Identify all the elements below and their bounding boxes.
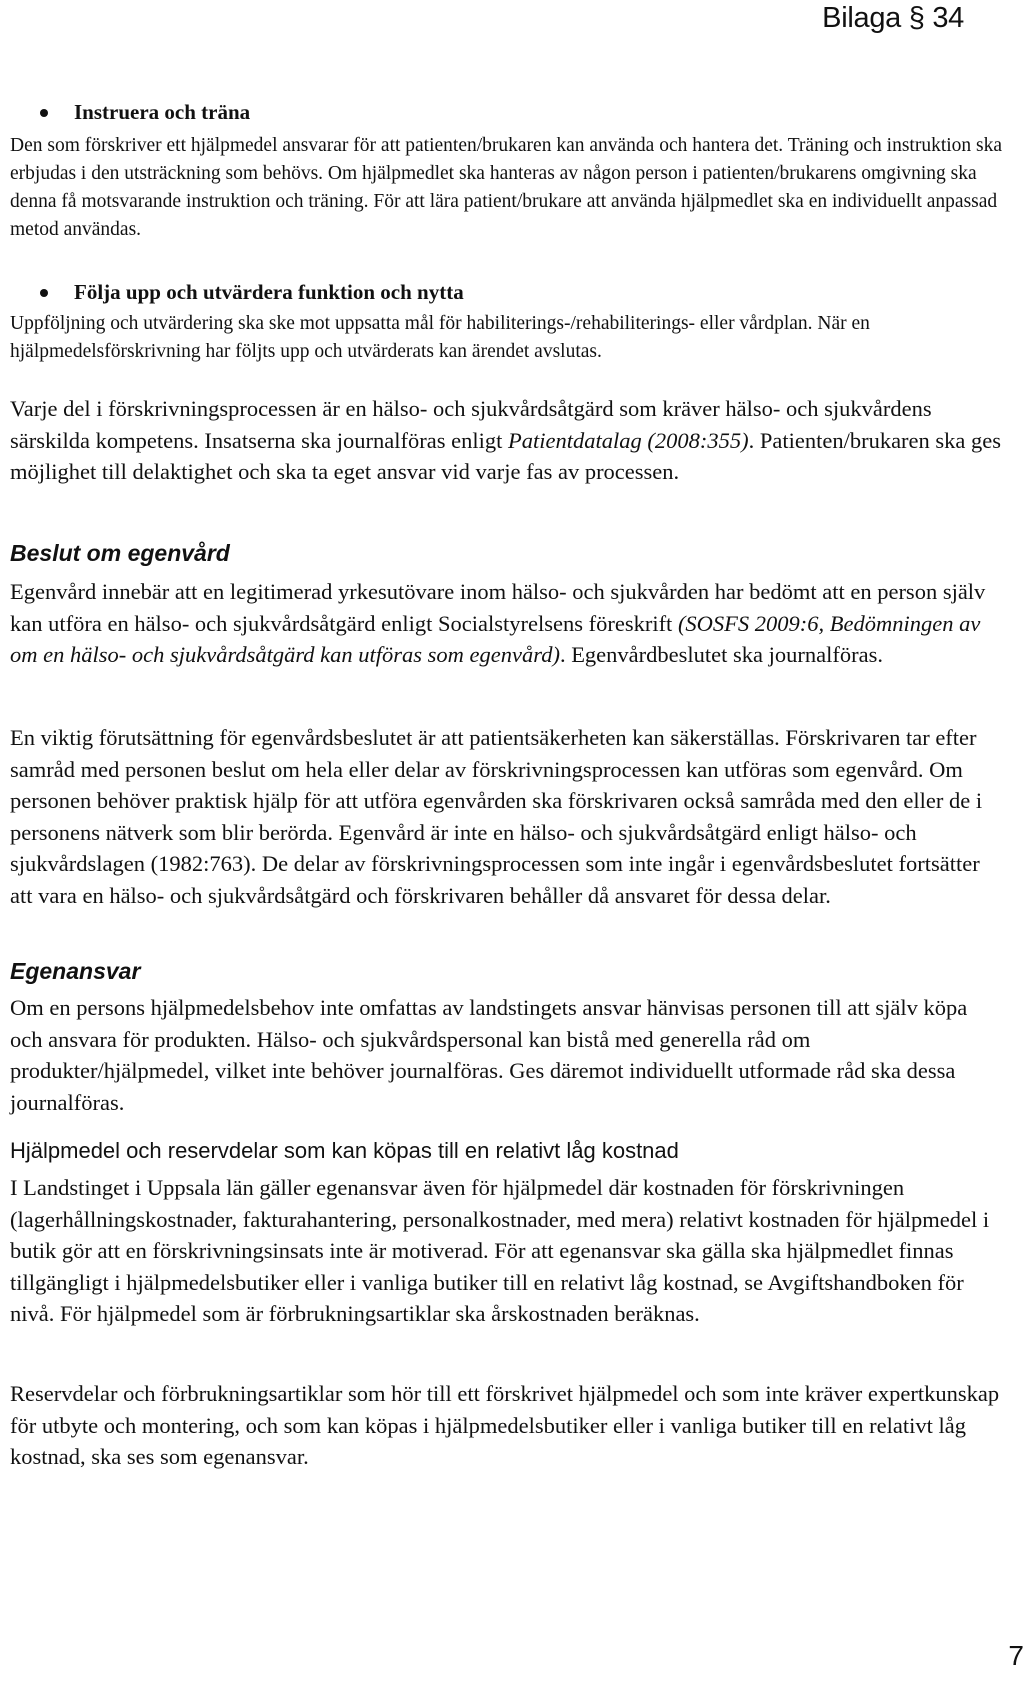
bullet-heading-text: Instruera och träna [74, 100, 251, 124]
page-number: 7 [1008, 1640, 1024, 1671]
bullet-text-folja-upp: Uppföljning och utvärdering ska ske mot uppsatta mål för habiliterings-/rehabiliterings- eller vårdplan. När en hjälpmedelsförskrivning har följts upp och utvärderats kan ärendet avslutas. [10, 313, 870, 362]
paragraph-egenansvar: Om en persons hjälpmedelsbehov inte omfattas av landstingets ansvar hänvisas personen till att själv köpa och ansvara för produkten. Hälso- och sjukvårdspersonal kan bistå med generella råd om produkter/hjälpmedel, vilket inte behöver journalföras. Ges däremot individuellt utformade råd ska dessa journalföras. [10, 995, 968, 1115]
bullet-icon [40, 289, 48, 297]
paragraph-hjalpmedel-2: Reservdelar och förbrukningsartiklar som hör till ett förskrivet hjälpmedel och som inte kräver expertkunskap för utbyte och montering, och som kan köpas i hjälpmedelsbutiker eller i vanliga butiker till en relativt låg kostnad, ska ses som egenansvar. [10, 1381, 1000, 1469]
section-title-egenansvar: Egenansvar [10, 958, 141, 984]
bullet-heading-instruera [40, 100, 250, 125]
page-label: Bilaga § 34 [822, 2, 964, 34]
bullet-text-instruera: Den som förskriver ett hjälpmedel ansvarar för att patienten/brukaren kan använda och hantera det. Träning och instruktion ska erbjudas i den utsträckning som behövs. Om hjälpmedlet ska hanteras av någon person i patienten/brukarens omgivning ska denna få motsvarande instruktion och träning. För att lära patient/brukare att använda hjälpmedlet ska en individuellt anpassad metod användas. [10, 135, 1003, 240]
paragraph-varje-del: Varje del i förskrivningsprocessen är en hälso- och sjukvårdsåtgärd som kräver hälso- och sjukvårdens särskilda kompetens. Insatserna ska journalföras enligt Patientdatalag (2008:355). Patienten/brukaren ska ges möjlighet till delaktighet och ska ta eget ansvar vid varje fas av processen. [10, 396, 1002, 484]
section-title-egenvard: Beslut om egenvård [10, 540, 230, 566]
bullet-heading-folja-upp [40, 280, 464, 305]
bullet-icon [40, 109, 48, 117]
section-title-hjalpmedel: Hjälpmedel och reservdelar som kan köpas till en relativt låg kostnad [10, 1138, 679, 1163]
paragraph-egenvard-1: Egenvård innebär att en legitimerad yrkesutövare inom hälso- och sjukvården har bedömt att en person själv kan utföra en hälso- och sjukvårdsåtgärd enligt Socialstyrelsens föreskrift (SOSFS 2009:6, Bedömningen av om en hälso- och sjukvårdsåtgärd kan utföras som egenvård). Egenvårdbeslutet ska journalföras. [10, 579, 986, 667]
paragraph-egenvard-2: En viktig förutsättning för egenvårdsbeslutet är att patientsäkerheten kan säkerställas. Förskrivaren tar efter samråd med personen beslut om hela eller delar av förskrivningsprocessen kan utföras som egenvård. Om personen behöver praktisk hjälp för att utföra egenvården ska förskrivaren också samråda med den eller de i personens nätverk som blir berörda. Egenvård är inte en hälso- och sjukvårdsåtgärd enligt hälso- och sjukvårdslagen (1982:763). De delar av förskrivningsprocessen som inte ingår i egenvårdsbeslutet fortsätter att vara en hälso- och sjukvårdsåtgärd och förskrivaren behåller då ansvaret för dessa delar. [10, 725, 983, 908]
paragraph-hjalpmedel-1: I Landstinget i Uppsala län gäller egenansvar även för hjälpmedel där kostnaden för förskrivningen (lagerhållningskostnader, fakturahantering, personalkostnader, med mera) relativt kostnaden för hjälpmedel i butik gör att en förskrivningsinsats inte är motiverad. För att egenansvar ska gälla ska hjälpmedlet finnas tillgängligt i hjälpmedelsbutiker eller i vanliga butiker till en relativt låg kostnad, se Avgiftshandboken för nivå. För hjälpmedel som är förbrukningsartiklar ska årskostnaden beräknas. [10, 1175, 990, 1326]
bullet-heading-text: Följa upp och utvärdera funktion och nytta [74, 280, 464, 304]
regulation-reference: (SOSFS 2009:6, Bedömningen av om en hälso- och sjukvårdsåtgärd kan utföras som egenvård) [10, 610, 981, 667]
law-reference: Patientdatalag (2008:355) [508, 427, 749, 453]
